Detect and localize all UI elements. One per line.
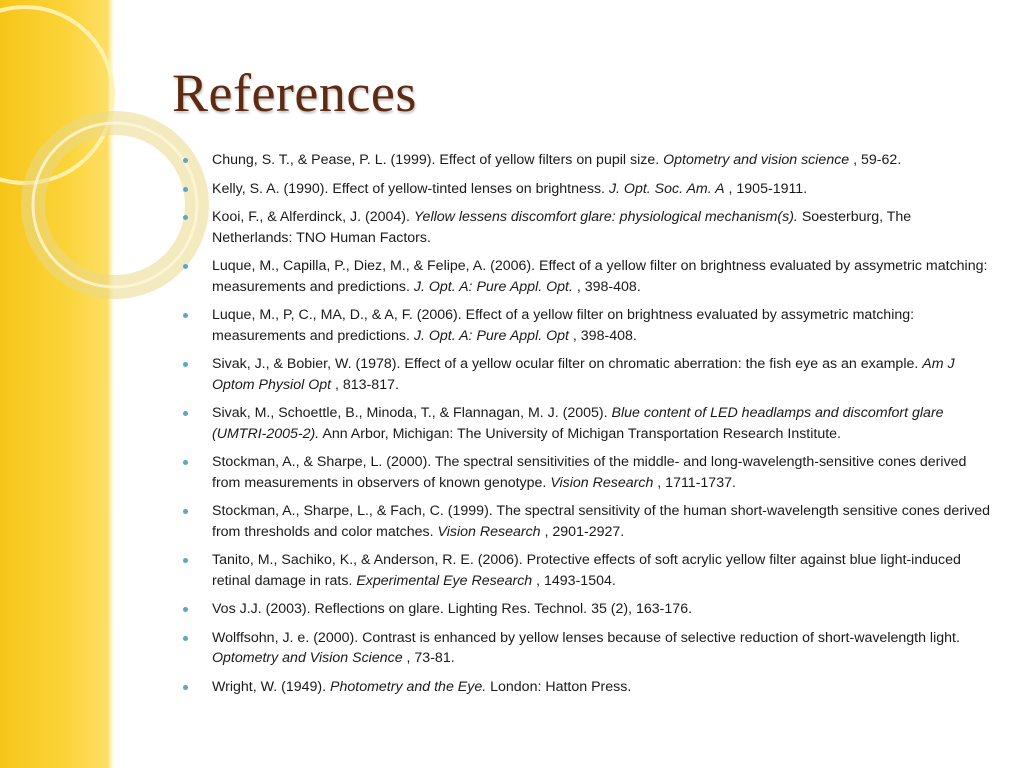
bullet-icon <box>183 558 188 563</box>
reference-source: Optometry and vision science <box>663 152 850 168</box>
reference-tail: , 813-817. <box>331 376 399 393</box>
decorative-sidebar <box>0 0 112 768</box>
reference-item <box>180 354 995 395</box>
reference-tail: , 398-408. <box>572 278 641 295</box>
reference-source: J. Opt. Soc. Am. A <box>608 180 725 197</box>
reference-tail: , 1711-1737. <box>653 474 736 491</box>
reference-source: Photometry and the Eye. <box>330 678 487 695</box>
reference-source: Blue content of LED headlamps and discomfort glare (UMTRI-2005-2). <box>212 405 944 442</box>
reference-tail: , 2901-2927. <box>540 523 625 540</box>
reference-item <box>180 305 995 346</box>
bullet-icon <box>183 362 188 367</box>
reference-source: Vision Research <box>437 523 541 540</box>
reference-item <box>180 628 995 669</box>
bullet-icon <box>183 636 188 641</box>
reference-source: Optometry and Vision Science <box>212 650 403 667</box>
reference-source: J. Opt. A: Pure Appl. Opt. <box>413 278 573 295</box>
reference-text: Luque, M., Capilla, P., Diez, M., & Felipe, A. (2006). Effect of a yellow filter on brightness evaluated by assymetric matching: measurements and predictions. <box>212 258 988 295</box>
reference-item <box>180 550 995 591</box>
bullet-icon <box>183 264 188 269</box>
reference-item <box>180 677 995 697</box>
reference-source: Am J Optom Physiol Opt <box>212 356 955 393</box>
sidebar-edge-highlight <box>108 0 114 768</box>
reference-text: Stockman, A., & Sharpe, L. (2000). The spectral sensitivities of the middle- and long-wavelength-sensitive cones derived from measurements in observers of known genotype. <box>212 454 967 491</box>
reference-tail: London: Hatton Press. <box>486 678 632 695</box>
bullet-icon <box>183 313 188 318</box>
reference-text: Luque, M., P, C., MA, D., & A, F. (2006). Effect of a yellow filter on brightness evaluated by assymetric matching: measurements and predictions. <box>212 307 915 344</box>
slide-title: References <box>172 63 417 123</box>
reference-item <box>180 150 995 170</box>
bullet-icon <box>183 460 188 465</box>
reference-tail: , 398-408. <box>568 327 637 344</box>
reference-item <box>180 179 995 199</box>
reference-text: Tanito, M., Sachiko, K., & Anderson, R. E. (2006). Protective effects of soft acrylic yellow filter against blue light-induced retinal damage in rats. <box>212 552 961 589</box>
bullet-icon <box>183 607 188 612</box>
reference-item <box>180 256 995 297</box>
reference-item <box>180 452 995 493</box>
reference-list <box>180 150 995 705</box>
reference-text: Stockman, A., Sharpe, L., & Fach, C. (1999). The spectral sensitivity of the human short-wavelength sensitive cones derived from thresholds and color matches. <box>212 503 991 540</box>
reference-tail: , 1905-1911. <box>724 180 808 197</box>
bullet-icon <box>183 187 188 192</box>
bullet-icon <box>183 509 188 514</box>
reference-text: Sivak, J., & Bobier, W. (1978). Effect of a yellow ocular filter on chromatic aberration: the fish eye as an example. <box>212 356 923 373</box>
reference-source: Yellow lessens discomfort glare: physiological mechanism(s). <box>413 209 798 226</box>
reference-source: Vision Research <box>550 474 654 491</box>
reference-text: Wolffsohn, J. e. (2000). Contrast is enhanced by yellow lenses because of selective reduction of short-wavelength light. <box>212 629 960 646</box>
bullet-icon <box>183 411 188 416</box>
bullet-icon <box>183 685 188 690</box>
reference-tail: , 73-81. <box>402 650 455 667</box>
reference-text: Sivak, M., Schoettle, B., Minoda, T., & Flannagan, M. J. (2005). <box>212 405 612 422</box>
reference-text: Kelly, S. A. (1990). Effect of yellow-tinted lenses on brightness. <box>212 180 609 197</box>
reference-source: Experimental Eye Research <box>356 572 533 589</box>
reference-item <box>180 207 995 248</box>
reference-tail: Soesterburg, The Netherlands: TNO Human Factors. <box>212 209 912 246</box>
reference-tail: Ann Arbor, Michigan: The University of Michigan Transportation Research Institute. <box>319 425 842 442</box>
reference-item <box>180 501 995 542</box>
reference-text: Chung, S. T., & Pease, P. L. (1999). Effect of yellow filters on pupil size. <box>212 152 664 168</box>
reference-text: Vos J.J. (2003). Reflections on glare. Lighting Res. Technol. 35 (2), 163-176. <box>212 601 693 618</box>
reference-item <box>180 403 995 444</box>
bullet-icon <box>183 215 188 220</box>
reference-source: J. Opt. A: Pure Appl. Opt <box>413 327 569 344</box>
reference-tail: , 1493-1504. <box>532 572 616 589</box>
reference-item <box>180 599 995 619</box>
reference-text: Kooi, F., & Alferdinck, J. (2004). <box>212 209 414 226</box>
bullet-icon <box>183 158 188 163</box>
reference-text: Wright, W. (1949). <box>212 678 331 695</box>
reference-tail: , 59-62. <box>849 152 902 168</box>
